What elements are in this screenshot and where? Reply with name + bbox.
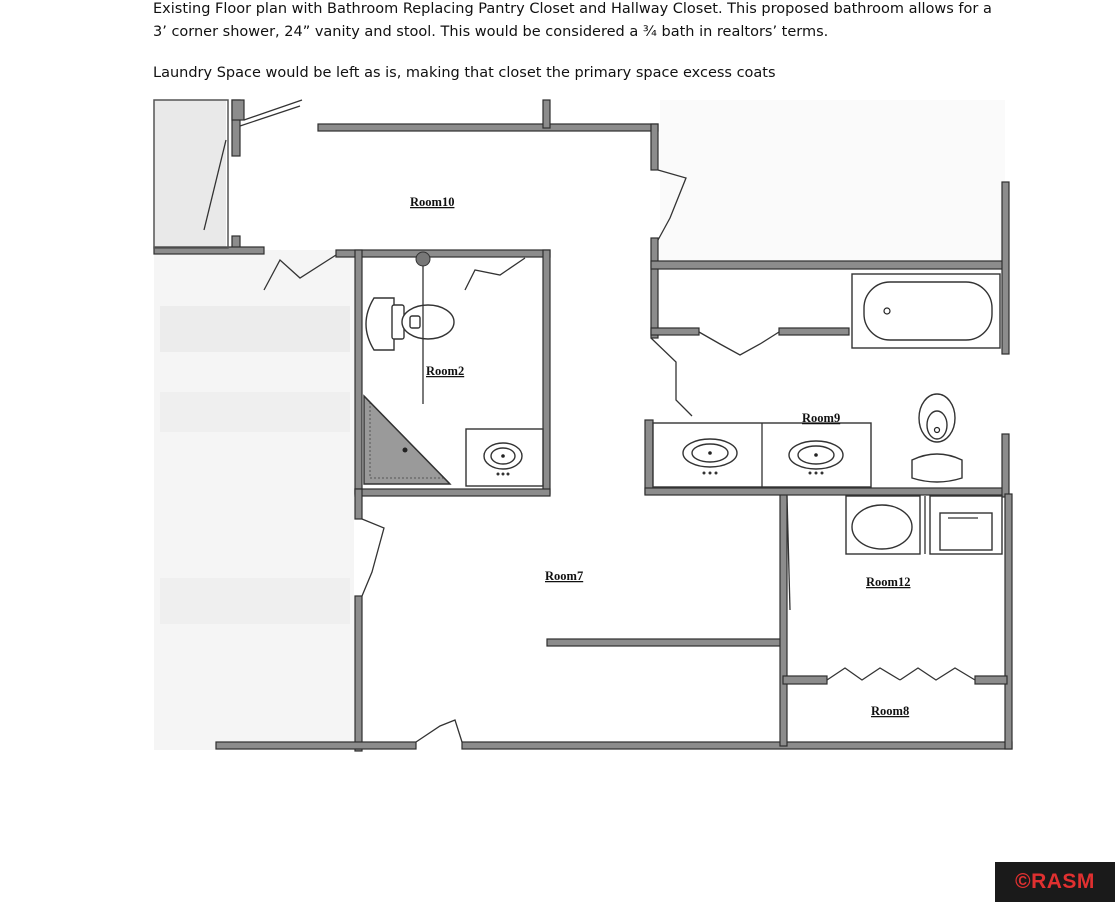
corner-shower-icon: [364, 396, 450, 484]
room2-label: Room2: [426, 364, 465, 378]
room9-fixtures: [653, 274, 1000, 487]
laundry-note: Laundry Space would be left as is, making that closet the primary space excess coats: [153, 65, 776, 81]
room9-label: Room9: [802, 411, 841, 425]
vanity-sink-icon: [466, 429, 543, 486]
room12-laundry: [846, 496, 1002, 554]
rasm-watermark: ©RASM: [995, 862, 1115, 902]
room8-label: Room8: [871, 704, 910, 718]
room12-label: Room12: [866, 575, 911, 589]
dryer-icon: [930, 496, 1002, 554]
room7-label: Room7: [545, 569, 584, 583]
toilet-icon: [912, 394, 962, 482]
bathtub-icon: [852, 274, 1000, 348]
double-vanity-icon: [653, 423, 871, 487]
washer-icon: [846, 496, 920, 554]
room10-label: Room10: [410, 195, 455, 209]
plan-description: Existing Floor plan with Bathroom Replacing Pantry Closet and Hallway Closet. This proposed bathroom allows for a 3’ corner shower, 24” vanity and stool. This would be considered a ¾ bath in realtors’ terms.: [153, 1, 992, 40]
scan-background: [154, 100, 1005, 750]
